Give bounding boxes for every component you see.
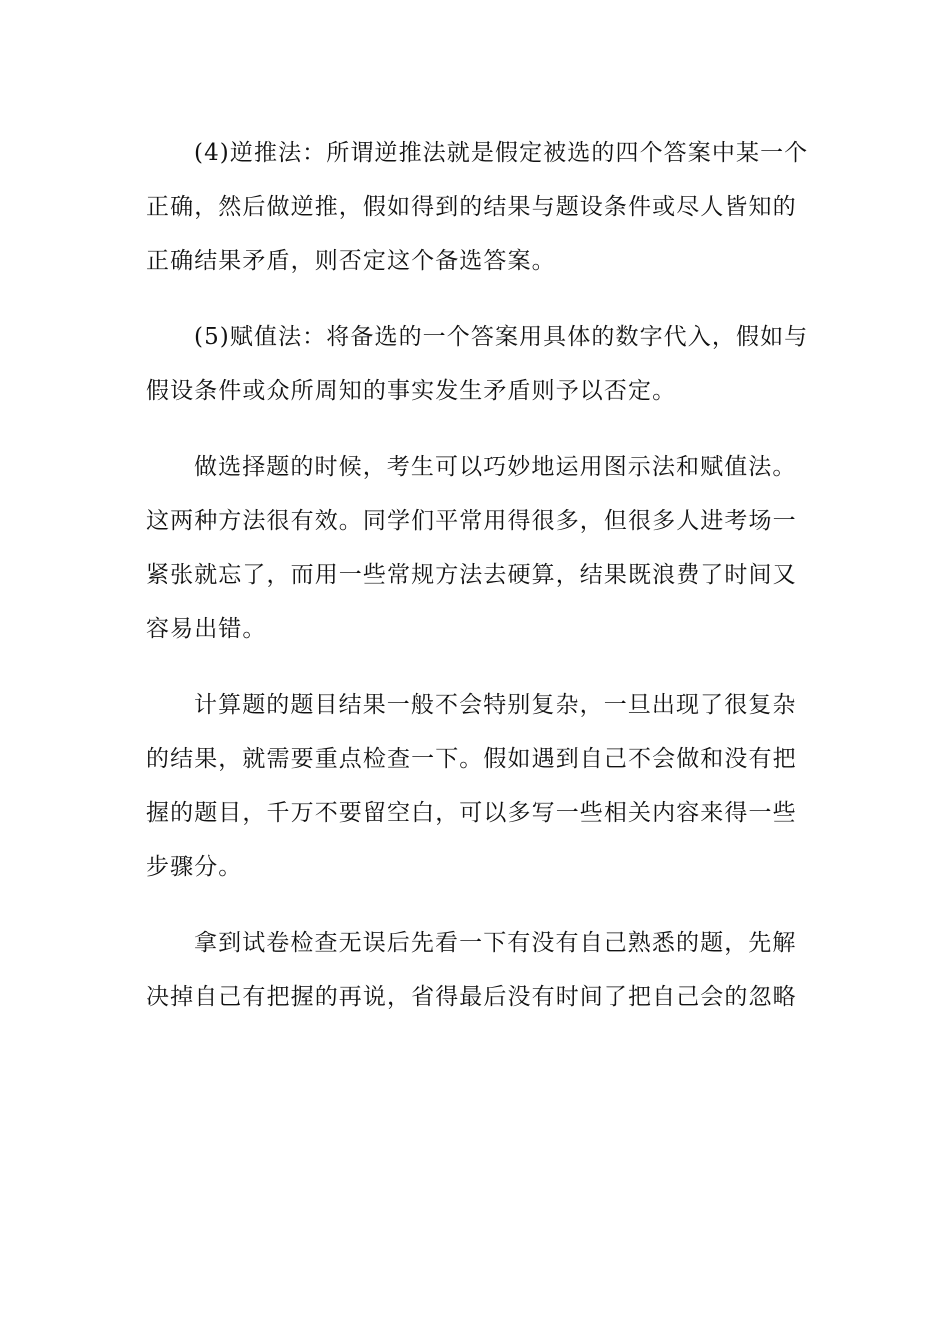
paragraph-line: (4)逆推法：所谓逆推法就是假定被选的四个答案中某一个	[194, 140, 809, 166]
paragraph-line: (5)赋值法：将备选的一个答案用具体的数字代入，假如与	[194, 324, 809, 350]
paragraph-exam-strategy	[146, 916, 806, 1024]
paragraph-line: 容易出错。	[146, 616, 267, 642]
paragraph-calculation-tips	[146, 678, 806, 894]
paragraph-line: 假设条件或众所周知的事实发生矛盾则予以否定。	[146, 378, 677, 404]
paragraph-line: 正确，然后做逆推，假如得到的结果与题设条件或尽人皆知的	[146, 194, 797, 220]
paragraph-line: 做选择题的时候，考生可以巧妙地运用图示法和赋值法。	[194, 454, 797, 480]
paragraph-line: 决掉自己有把握的再说，省得最后没有时间了把自己会的忽略	[146, 984, 797, 1010]
paragraph-line: 的结果，就需要重点检查一下。假如遇到自己不会做和没有把	[146, 746, 797, 772]
paragraph-line: 拿到试卷检查无误后先看一下有没有自己熟悉的题，先解	[194, 930, 797, 956]
paragraph-line: 紧张就忘了，而用一些常规方法去硬算，结果既浪费了时间又	[146, 562, 797, 588]
paragraph-line: 计算题的题目结果一般不会特别复杂，一旦出现了很复杂	[194, 692, 797, 718]
paragraph-assignment-method	[146, 310, 809, 418]
paragraph-multiple-choice-tips	[146, 440, 806, 656]
paragraph-line: 这两种方法很有效。同学们平常用得很多，但很多人进考场一	[146, 508, 797, 534]
document-body	[146, 126, 809, 1024]
paragraph-line: 步骤分。	[146, 854, 243, 880]
paragraph-line: 握的题目，千万不要留空白，可以多写一些相关内容来得一些	[146, 800, 797, 826]
paragraph-line: 正确结果矛盾，则否定这个备选答案。	[146, 248, 556, 274]
paragraph-reverse-method	[146, 126, 809, 288]
